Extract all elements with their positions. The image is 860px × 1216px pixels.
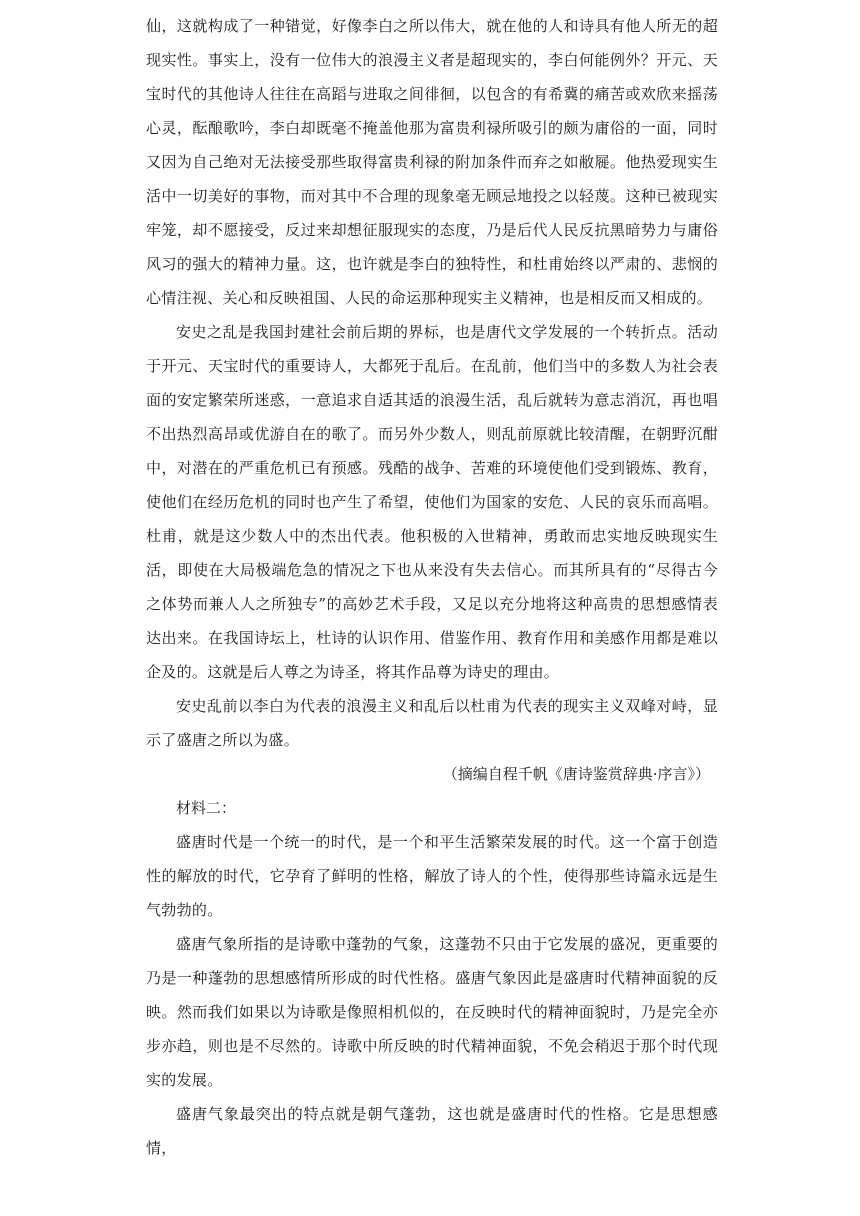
paragraph-conclusion: 安史乱前以李白为代表的浪漫主义和乱后以杜甫为代表的现实主义双峰对峙，显示了盛唐之所以为盛。 (146, 697, 718, 749)
paragraph-tang-feature: 盛唐气象最突出的特点就是朝气蓬勃，这也就是盛唐时代的性格。它是思想感情， (146, 1105, 718, 1157)
material-two-label: 材料二： (176, 799, 237, 817)
source-citation: （摘编自程千帆《唐诗鉴赏辞典·序言》） (442, 765, 710, 783)
paragraph-an-shi-rebellion: 安史之乱是我国封建社会前后期的界标，也是唐代文学发展的一个转折点。活动于开元、天宝时代的重要诗人，大都死于乱后。在乱前，他们当中的多数人为社会表面的安定繁荣所迷惑，一意追求自适其适的浪漫生活，乱后就转为意志消沉，再也唱不出热烈高昂或优游自在的歌了。而另外少数人，则乱前原就比较清醒，在朝野沉酣中，对潜在的严重危机已有预感。残酷的战争、苦难的环境使他们受到锻炼、教育，使他们在经历危机的同时也产生了希望，使他们为国家的安危、人民的哀乐而高唱。杜甫，就是这少数人中的杰出代表。他积极的入世精神，勇敢而忠实地反映现实生活，即使在大局极端危急的情况之下也从来没有失去信心。而其所具有的“尽得古今之体势而兼人人之所独专”的高妙艺术手段，又足以充分地将这种高贵的思想感情表达出来。在我国诗坛上，杜诗的认识作用、借鉴作用、教育作用和美感作用都是难以企及的。这就是后人尊之为诗圣，将其作品尊为诗史的理由。 (146, 323, 718, 681)
paragraph-tang-era: 盛唐时代是一个统一的时代，是一个和平生活繁荣发展的时代。这一个富于创造性的解放的时代，它孕育了鲜明的性格，解放了诗人的个性，使得那些诗篇永远是生气勃勃的。 (146, 833, 718, 919)
paragraph-tang-spirit: 盛唐气象所指的是诗歌中蓬勃的气象，这蓬勃不只由于它发展的盛况，更重要的乃是一种蓬勃的思想感情所形成的时代性格。盛唐气象因此是盛唐时代精神面貌的反映。然而我们如果以为诗歌是像照相机似的，在反映时代的精神面貌时，乃是完全亦步亦趋，则也是不尽然的。诗歌中所反映的时代精神面貌，不免会稍迟于那个时代现实的发展。 (146, 935, 718, 1089)
paragraph-li-bai: 仙，这就构成了一种错觉，好像李白之所以伟大，就在他的人和诗具有他人所无的超现实性。事实上，没有一位伟大的浪漫主义者是超现实的，李白何能例外？开元、天宝时代的其他诗人往往在高蹈与进取之间徘徊，以包含的有希冀的痛苦或欢欣来摇荡心灵，酝酿歌吟，李白却既毫不掩盖他那为富贵利禄所吸引的颇为庸俗的一面，同时又因为自己绝对无法接受那些取得富贵利禄的附加条件而弃之如敝屣。他热爱现实生活中一切美好的事物，而对其中不合理的现象毫无顾忌地投之以轻蔑。这种已被现实牢笼，却不愿接受，反过来却想征服现实的态度，乃是后代人民反抗黑暗势力与庸俗风习的强大的精神力量。这，也许就是李白的独特性，和杜甫始终以严肃的、悲悯的心情注视、关心和反映祖国、人民的命运那种现实主义精神，也是相反而又相成的。 (146, 17, 718, 307)
document-page (146, 0, 718, 1165)
